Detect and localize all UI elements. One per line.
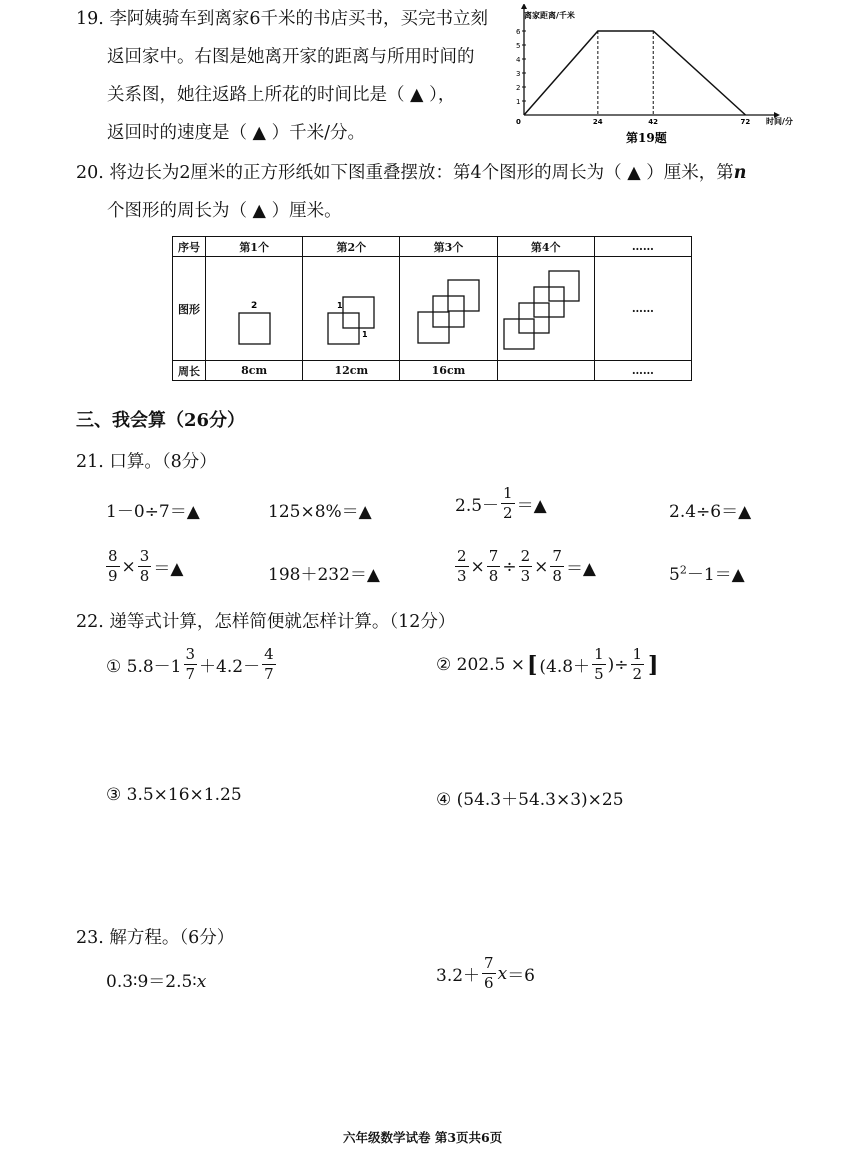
- fraction: [501, 486, 515, 521]
- side-length-label: 2: [251, 301, 258, 311]
- y-tick-label: 6: [516, 28, 521, 36]
- overlap-square: [519, 319, 534, 333]
- q20-var-n: n: [733, 163, 747, 183]
- perimeter-3: 16cm: [400, 361, 497, 381]
- operator: ×: [121, 556, 136, 577]
- q20-line2: 个图形的周长为（ ▲ ）厘米。: [107, 201, 342, 221]
- numerator: 1: [503, 484, 513, 502]
- base: 5: [669, 565, 680, 585]
- header-4: 第4个: [497, 237, 594, 257]
- denominator: 7: [185, 665, 196, 683]
- perimeter-4: [497, 361, 594, 381]
- shape-2: [303, 257, 400, 361]
- fraction: [631, 647, 645, 682]
- shape-4: [497, 257, 594, 361]
- q21-item-7: [453, 549, 596, 584]
- numerator: 2: [457, 547, 467, 565]
- fraction: [106, 549, 120, 584]
- numerator: 7: [552, 547, 562, 565]
- expr-text: ＝▲: [565, 559, 597, 579]
- perimeter-more: ……: [594, 361, 691, 381]
- q21-item-2: 125×8%＝▲: [268, 502, 372, 522]
- operator: ×: [470, 556, 485, 577]
- fraction: [592, 647, 606, 682]
- denominator: 8: [488, 567, 499, 585]
- header-1: 第1个: [206, 237, 303, 257]
- overlap-square: [343, 313, 359, 328]
- y-tick-label: 5: [516, 42, 521, 50]
- denominator: 6: [484, 974, 494, 992]
- operator: ×: [534, 556, 549, 577]
- q21-item-5: [104, 549, 183, 584]
- numerator: 1: [594, 645, 604, 663]
- fraction: [455, 549, 469, 584]
- q19-line3: 关系图，她往返路上所花的时间比是（ ▲ ），: [107, 85, 456, 105]
- q22-problem-2: [436, 647, 658, 682]
- denominator: 8: [139, 567, 150, 585]
- y-axis-arrow: [521, 4, 527, 9]
- x-tick-label: 0: [516, 118, 521, 126]
- shape-2-figure: [303, 257, 399, 357]
- expr-text: ＝▲: [153, 559, 184, 579]
- expr-text: 2.5－: [455, 496, 500, 516]
- expr-text: ① 5.8－1: [106, 657, 182, 677]
- q21-item-1: 1－0÷7＝▲: [106, 502, 200, 522]
- q22-title: 22. 递等式计算，怎样简便就怎样计算。（12分）: [76, 612, 456, 632]
- x-tick-label: 72: [740, 118, 751, 126]
- q23-equation-1: [106, 967, 206, 992]
- numerator: 3: [185, 645, 196, 663]
- operator: ÷: [502, 556, 517, 577]
- q23-equation-2: [436, 956, 535, 991]
- x-axis-label: 时间/分: [766, 117, 793, 126]
- expr-text: (4.8＋: [539, 657, 591, 677]
- denominator: 5: [594, 665, 604, 683]
- overlap-square: [448, 296, 464, 311]
- denominator: 2: [632, 665, 643, 683]
- y-tick-label: 2: [516, 84, 521, 92]
- shape-1-figure: [206, 257, 302, 357]
- x-tick-label: 24: [592, 118, 603, 126]
- numerator: 2: [520, 547, 531, 565]
- expr-text: )÷: [607, 654, 629, 675]
- chart-plot: [516, 4, 780, 126]
- q21-title: 21. 口算。（8分）: [76, 452, 217, 472]
- denominator: 9: [108, 567, 118, 585]
- numerator: 3: [139, 547, 150, 565]
- y-tick-label: 1: [516, 98, 521, 106]
- numerator: 7: [488, 547, 499, 565]
- q21-item-4: 2.4÷6＝▲: [669, 502, 752, 522]
- shape-3: [400, 257, 497, 361]
- numerator: 1: [632, 645, 643, 663]
- overlap-square: [433, 312, 449, 327]
- header-2: 第2个: [303, 237, 400, 257]
- denominator: 3: [520, 567, 531, 585]
- row-label-shape: 图形: [173, 257, 206, 361]
- q21-item-6: 198＋232＝▲: [268, 565, 380, 585]
- row-label-perimeter: 周长: [173, 361, 206, 381]
- chart-caption: 第19题: [626, 131, 667, 145]
- denominator: 7: [264, 665, 274, 683]
- header-3: 第3个: [400, 237, 497, 257]
- section-heading: 三、我会算（26分）: [76, 410, 246, 431]
- fraction: [482, 956, 496, 991]
- q22-problem-1: [106, 647, 278, 682]
- x-tick-label: 42: [648, 118, 658, 126]
- variable-x: x: [196, 972, 207, 992]
- fraction: [262, 647, 276, 682]
- overlap-label-b: 1: [362, 330, 368, 339]
- square: [239, 313, 270, 344]
- q21-item-8: [669, 560, 745, 585]
- q19-line4: 返回时的速度是（ ▲ ）千米/分。: [107, 123, 365, 143]
- perimeter-2: 12cm: [303, 361, 400, 381]
- q20-line1: [76, 160, 746, 186]
- fraction: [487, 549, 501, 584]
- q22-problem-3: ③ 3.5×16×1.25: [106, 785, 242, 805]
- expr-text: 3.2＋: [436, 966, 481, 986]
- header-more: ……: [594, 237, 691, 257]
- y-tick-label: 4: [516, 56, 521, 64]
- expr-text: ＝6: [507, 966, 536, 986]
- q19-line1: 19. 李阿姨骑车到离家6千米的书店买书，买完书立刻: [76, 9, 489, 29]
- q19-line2: 返回家中。右图是她离开家的距离与所用时间的: [107, 47, 475, 67]
- q23-title: 23. 解方程。（6分）: [76, 928, 235, 948]
- bracket-close: ]: [648, 651, 659, 678]
- y-axis-label: 离家距离/千米: [524, 11, 575, 20]
- denominator: 2: [503, 504, 513, 522]
- expr-text: ＋4.2－: [199, 657, 261, 677]
- expr-text: 0.3∶9＝2.5∶: [106, 972, 197, 992]
- fraction: [138, 549, 152, 584]
- exponent: 2: [679, 563, 687, 577]
- distance-time-chart: [510, 4, 810, 154]
- row-label-index: 序号: [173, 237, 206, 257]
- variable-x: x: [497, 963, 508, 984]
- q20-line1-text: 20. 将边长为2厘米的正方形纸如下图重叠摆放：第4个图形的周长为（ ▲ ）厘米，第: [76, 163, 734, 183]
- numerator: 7: [484, 954, 494, 972]
- series-line: [524, 31, 746, 115]
- page-footer: 六年级数学试卷 第3页共6页: [343, 1130, 503, 1145]
- shape-3-figure: [400, 257, 496, 357]
- denominator: 3: [457, 567, 467, 585]
- fraction: [184, 647, 198, 682]
- expr-text: ＝▲: [516, 496, 547, 516]
- bracket-open: [: [526, 651, 538, 678]
- q20-table: [172, 236, 692, 381]
- numerator: 8: [108, 547, 118, 565]
- perimeter-1: 8cm: [206, 361, 303, 381]
- shape-1: [206, 257, 303, 361]
- shape-4-figure: [498, 257, 594, 357]
- overlap-label-a: 1: [337, 301, 343, 310]
- shape-more: ……: [594, 257, 691, 361]
- numerator: 4: [264, 645, 274, 663]
- denominator: 8: [552, 567, 562, 585]
- overlap-square: [534, 303, 549, 317]
- overlap-square: [549, 287, 564, 301]
- expr-text: －1＝▲: [686, 565, 745, 585]
- expr-text: ② 202.5 ×: [436, 654, 525, 675]
- q21-item-3: [455, 486, 547, 521]
- fraction: [519, 549, 533, 584]
- q22-problem-4: ④ (54.3＋54.3×3)×25: [436, 790, 624, 810]
- fraction: [550, 549, 564, 584]
- y-tick-label: 3: [516, 70, 521, 78]
